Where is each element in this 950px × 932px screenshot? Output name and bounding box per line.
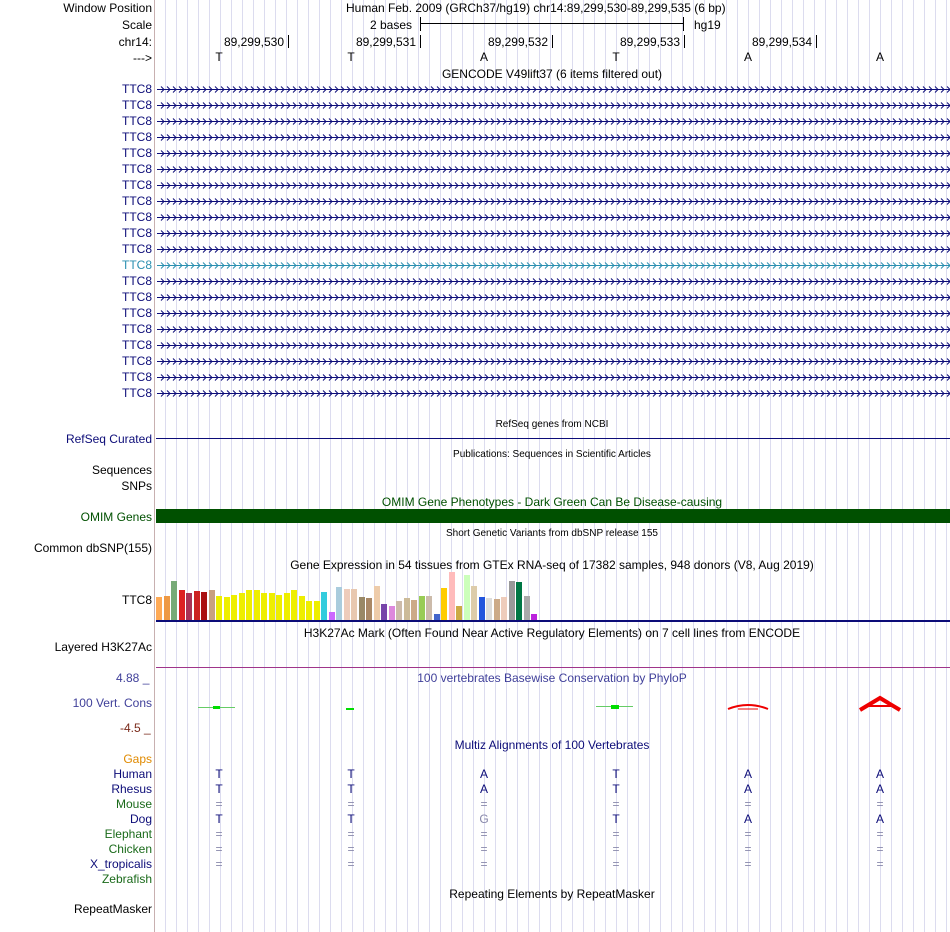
phylop-track-label[interactable]: 100 Vert. Cons (72, 696, 152, 710)
gencode-transcript-arrows[interactable] (157, 390, 950, 397)
position-tick (288, 35, 289, 48)
alignment-base: = (876, 842, 884, 856)
alignment-base: = (744, 827, 752, 841)
position-tick (420, 35, 421, 48)
position-label: 89,299,533 (619, 35, 680, 49)
gtex-tissue-bar[interactable] (269, 593, 275, 620)
gtex-tissue-bar[interactable] (224, 597, 230, 620)
alignment-base: T (612, 782, 620, 796)
gencode-transcript-arrows[interactable] (157, 374, 950, 381)
alignment-base: A (743, 782, 753, 796)
alignment-base: = (876, 857, 884, 871)
gencode-transcript-label[interactable]: TTC8 (122, 306, 152, 320)
alignment-base: = (215, 797, 223, 811)
alignment-base: A (479, 767, 489, 781)
gencode-transcript-label[interactable]: TTC8 (122, 162, 152, 176)
alignment-base: = (612, 827, 620, 841)
gtex-tissue-bar[interactable] (239, 593, 245, 620)
gtex-tissue-bar[interactable] (209, 590, 215, 620)
gtex-tissue-bar[interactable] (471, 586, 477, 620)
gtex-baseline (156, 620, 950, 622)
species-label[interactable]: Rhesus (111, 782, 152, 796)
gencode-track-title[interactable]: GENCODE V49lift37 (6 items filtered out) (441, 67, 663, 81)
gencode-transcript-label[interactable]: TTC8 (122, 386, 152, 400)
gencode-transcript-arrows[interactable] (157, 262, 950, 269)
repeatmasker-track-label[interactable]: RepeatMasker (73, 902, 152, 916)
alignment-base: = (480, 827, 488, 841)
h3k27ac-track-title[interactable]: H3K27Ac Mark (Often Found Near Active Regulatory Elements) on 7 cell lines from ENCODE (303, 626, 801, 640)
alignment-base: A (479, 782, 489, 796)
position-label: 89,299,532 (487, 35, 548, 49)
base-letter: T (215, 50, 223, 64)
gencode-transcript-label[interactable]: TTC8 (122, 258, 152, 272)
gtex-tissue-bar[interactable] (336, 587, 342, 620)
alignment-base: = (612, 842, 620, 856)
alignment-base: = (480, 842, 488, 856)
species-label[interactable]: Human (113, 767, 152, 781)
dbsnp-track-title[interactable]: Short Genetic Variants from dbSNP release 155 (446, 528, 658, 539)
phylop-mark-1-peak (213, 706, 220, 709)
alignment-base: A (875, 812, 885, 826)
gtex-tissue-bar[interactable] (291, 590, 297, 620)
gtex-tissue-bar[interactable] (254, 590, 260, 620)
gtex-tissue-bar[interactable] (156, 597, 162, 620)
gaps-label: Gaps (123, 752, 152, 766)
gtex-tissue-bar[interactable] (344, 589, 350, 620)
phylop-signal[interactable] (0, 690, 950, 720)
refseq-track-label[interactable]: RefSeq Curated (65, 432, 152, 446)
alignment-base: T (612, 767, 620, 781)
position-tick (816, 35, 817, 48)
gencode-transcript-label[interactable]: TTC8 (122, 178, 152, 192)
alignment-base: = (480, 857, 488, 871)
gencode-transcript-label[interactable]: TTC8 (122, 290, 152, 304)
gencode-transcript-label[interactable]: TTC8 (122, 82, 152, 96)
gencode-transcript-arrows[interactable] (157, 358, 950, 365)
gtex-tissue-bar[interactable] (164, 596, 170, 620)
gtex-tissue-bar[interactable] (276, 595, 282, 620)
gtex-track-title[interactable]: Gene Expression in 54 tissues from GTEx RNA-seq of 17382 samples, 948 donors (V8, Aug 2019) (290, 558, 814, 572)
gencode-transcript-label[interactable]: TTC8 (122, 322, 152, 336)
refseq-gene-line[interactable] (156, 438, 950, 439)
species-label[interactable]: Dog (129, 812, 152, 826)
gtex-tissue-bar[interactable] (231, 595, 237, 620)
species-label[interactable]: Chicken (108, 842, 152, 856)
gencode-transcript-arrows[interactable] (157, 182, 950, 189)
gtex-tissue-bar[interactable] (524, 596, 530, 620)
omim-track-title[interactable]: OMIM Gene Phenotypes - Dark Green Can Be Disease-causing (381, 495, 723, 509)
gtex-tissue-bar[interactable] (179, 590, 185, 620)
gtex-tissue-bar[interactable] (404, 598, 410, 620)
gencode-transcript-arrows[interactable] (157, 166, 950, 173)
alignment-base: = (744, 842, 752, 856)
gencode-transcript-arrows[interactable] (157, 150, 950, 157)
alignment-base: = (347, 797, 355, 811)
alignment-base: = (215, 827, 223, 841)
gencode-transcript-label[interactable]: TTC8 (122, 194, 152, 208)
alignment-base: = (347, 827, 355, 841)
gtex-track-label[interactable]: TTC8 (122, 593, 152, 607)
window-position-label: Window Position (63, 1, 152, 15)
repeatmasker-track-title[interactable]: Repeating Elements by RepeatMasker (449, 887, 655, 901)
gencode-transcript-label[interactable]: TTC8 (122, 130, 152, 144)
alignment-base: T (215, 812, 223, 826)
gencode-transcript-label[interactable]: TTC8 (122, 242, 152, 256)
alignment-base: = (215, 857, 223, 871)
gtex-tissue-bar[interactable] (396, 601, 402, 620)
phylop-min: -4.5 _ (120, 721, 151, 735)
alignment-base: = (215, 842, 223, 856)
gencode-transcript-arrows[interactable] (157, 230, 950, 237)
species-label[interactable]: X_tropicalis (89, 857, 152, 871)
alignment-base: = (612, 797, 620, 811)
gtex-tissue-bar[interactable] (201, 592, 207, 620)
gtex-tissue-bar[interactable] (494, 599, 500, 620)
gtex-tissue-bar[interactable] (501, 597, 507, 620)
scale-bar (420, 17, 684, 31)
label-separator (154, 0, 155, 932)
gtex-tissue-bar[interactable] (299, 596, 305, 620)
gtex-tissue-bar[interactable] (194, 591, 200, 620)
gencode-transcript-label[interactable]: TTC8 (122, 274, 152, 288)
gtex-tissue-bar[interactable] (426, 596, 432, 620)
gencode-transcript-label[interactable]: TTC8 (122, 114, 152, 128)
alignment-base: = (480, 797, 488, 811)
h3k27ac-track-label[interactable]: Layered H3K27Ac (54, 640, 152, 654)
gtex-tissue-bar[interactable] (419, 596, 425, 620)
base-letter: A (875, 50, 885, 64)
gencode-transcript-arrows[interactable] (157, 246, 950, 253)
gtex-tissue-bar[interactable] (509, 581, 515, 620)
gencode-transcript-arrows[interactable] (157, 326, 950, 333)
gtex-tissue-bar[interactable] (186, 593, 192, 620)
alignment-base: = (744, 797, 752, 811)
alignment-base: A (743, 812, 753, 826)
species-label[interactable]: Zebrafish (101, 872, 152, 886)
gencode-transcript-arrows[interactable] (157, 86, 950, 93)
gencode-transcript-arrows[interactable] (157, 102, 950, 109)
gencode-transcript-arrows[interactable] (157, 342, 950, 349)
gencode-transcript-label[interactable]: TTC8 (122, 98, 152, 112)
gencode-transcript-label[interactable]: TTC8 (122, 210, 152, 224)
gtex-tissue-bar[interactable] (366, 598, 372, 620)
position-tick (552, 35, 553, 48)
alignment-base: T (612, 812, 620, 826)
h3k27ac-baseline (156, 667, 950, 668)
alignment-base: T (215, 767, 223, 781)
gtex-tissue-bar[interactable] (329, 612, 335, 620)
alignment-base: = (744, 857, 752, 871)
gtex-tissue-bar[interactable] (306, 601, 312, 620)
base-letter: T (347, 50, 355, 64)
gtex-tissue-bar[interactable] (374, 586, 380, 620)
gencode-transcript-label[interactable]: TTC8 (122, 146, 152, 160)
base-letter: A (479, 50, 489, 64)
gtex-tissue-bar[interactable] (486, 598, 492, 620)
gtex-tissue-bar[interactable] (464, 575, 470, 620)
phylop-mark-6 (860, 698, 900, 710)
gencode-transcript-arrows[interactable] (157, 310, 950, 317)
alignment-base: = (612, 857, 620, 871)
alignment-base: = (876, 797, 884, 811)
omim-track-label[interactable]: OMIM Genes (80, 510, 152, 524)
gencode-transcript-arrows[interactable] (157, 134, 950, 141)
gtex-tissue-bar[interactable] (284, 593, 290, 620)
gencode-transcript-label[interactable]: TTC8 (122, 226, 152, 240)
gtex-bar-chart[interactable] (156, 572, 950, 622)
gtex-tissue-bar[interactable] (314, 601, 320, 620)
position-label: 89,299,530 (223, 35, 284, 49)
gtex-tissue-bar[interactable] (359, 597, 365, 620)
phylop-max: 4.88 _ (116, 671, 150, 685)
alignment-base: A (875, 767, 885, 781)
strand-label: ---> (133, 51, 152, 65)
gtex-tissue-bar[interactable] (411, 600, 417, 620)
refseq-track-title[interactable]: RefSeq genes from NCBI (495, 419, 609, 430)
gencode-transcript-label[interactable]: TTC8 (122, 370, 152, 384)
gtex-tissue-bar[interactable] (261, 593, 267, 620)
position-tick (684, 35, 685, 48)
gtex-tissue-bar[interactable] (441, 588, 447, 620)
gencode-transcript-arrows[interactable] (157, 118, 950, 125)
gtex-tissue-bar[interactable] (449, 572, 455, 620)
gtex-tissue-bar[interactable] (456, 606, 462, 620)
alignment-base: = (876, 827, 884, 841)
phylop-mark-2 (346, 708, 354, 710)
alignment-base: = (347, 857, 355, 871)
gtex-tissue-bar[interactable] (216, 596, 222, 620)
gencode-transcript-label[interactable]: TTC8 (122, 338, 152, 352)
base-letter: A (743, 50, 753, 64)
scale-label: Scale (121, 18, 152, 32)
publications-track-title[interactable]: Publications: Sequences in Scientific Articles (453, 449, 651, 460)
gtex-tissue-bar[interactable] (516, 582, 522, 620)
gencode-transcript-arrows[interactable] (157, 198, 950, 205)
gtex-tissue-bar[interactable] (479, 597, 485, 620)
alignment-base: T (347, 782, 355, 796)
omim-bar[interactable] (156, 509, 950, 523)
alignment-base: A (875, 782, 885, 796)
species-label[interactable]: Mouse (115, 797, 152, 811)
alignment-base: = (347, 842, 355, 856)
scale-db: hg19 (694, 18, 721, 32)
position-label: 89,299,531 (355, 35, 416, 49)
alignment-base: T (347, 812, 355, 826)
alignment-base: T (215, 782, 223, 796)
alignment-base: A (743, 767, 753, 781)
gtex-tissue-bar[interactable] (321, 592, 327, 620)
gencode-transcript-arrows[interactable] (157, 278, 950, 285)
assembly-title: Human Feb. 2009 (GRCh37/hg19) chr14:89,299,530-89,299,535 (6 bp) (346, 1, 726, 15)
scale-value: 2 bases (370, 18, 413, 32)
chrom-label: chr14: (118, 35, 152, 49)
gtex-tissue-bar[interactable] (389, 606, 395, 620)
gtex-tissue-bar[interactable] (351, 589, 357, 620)
gencode-transcript-label[interactable]: TTC8 (122, 354, 152, 368)
phylop-mark-4-peak (611, 705, 619, 709)
gtex-tissue-bar[interactable] (381, 604, 387, 620)
snps-track-label[interactable]: SNPs (121, 479, 152, 493)
phylop-track-title[interactable]: 100 vertebrates Basewise Conservation by PhyloP (417, 671, 687, 685)
gencode-transcript-arrows[interactable] (157, 294, 950, 301)
alignment-base: T (347, 767, 355, 781)
gencode-transcript-arrows[interactable] (157, 214, 950, 221)
phylop-mark-5 (728, 705, 768, 709)
sequences-track-label[interactable]: Sequences (91, 463, 152, 477)
gtex-tissue-bar[interactable] (171, 581, 177, 620)
base-letter: T (612, 50, 620, 64)
species-label[interactable]: Elephant (104, 827, 152, 841)
gtex-tissue-bar[interactable] (246, 590, 252, 620)
multiz-track-title[interactable]: Multiz Alignments of 100 Vertebrates (454, 738, 650, 752)
dbsnp-track-label[interactable]: Common dbSNP(155) (33, 541, 152, 555)
alignment-base: G (479, 812, 489, 826)
position-label: 89,299,534 (751, 35, 812, 49)
